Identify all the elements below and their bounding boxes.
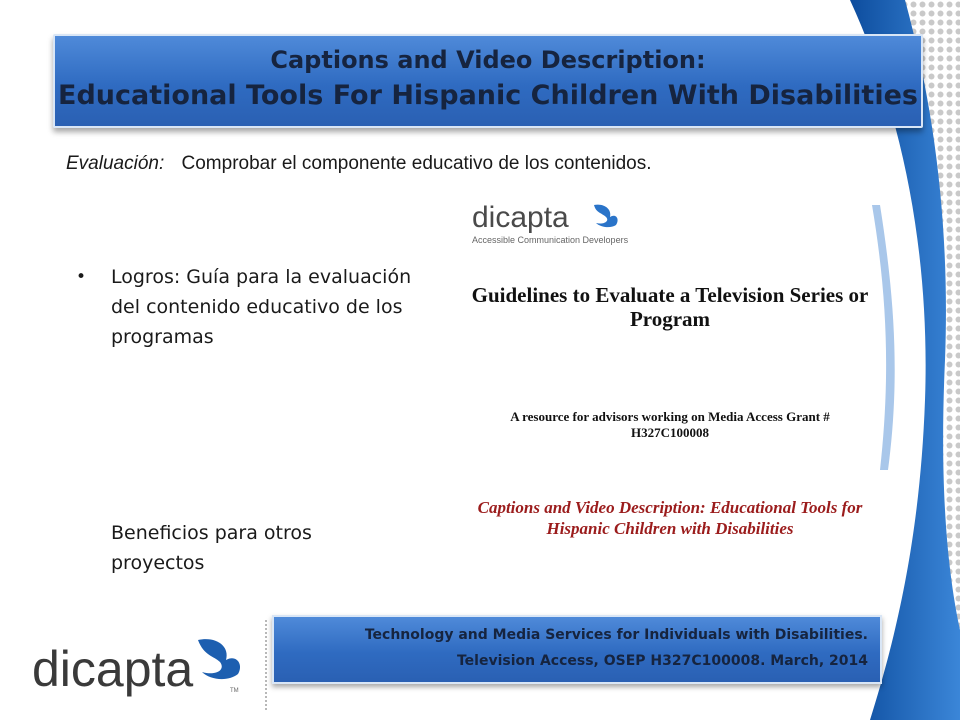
benefits-text: Beneficios para otros proyectos xyxy=(111,522,312,574)
title-line-2: Educational Tools For Hispanic Children With Disabilities xyxy=(58,80,918,111)
swoosh-icon-large xyxy=(198,639,240,679)
title-banner xyxy=(53,34,923,128)
document-subtitle: Captions and Video Description: Educational Tools for Hispanic Children with Disabilities xyxy=(477,498,863,538)
bullet-text: Logros: Guía para la evaluación del contenido educativo de los programas xyxy=(111,266,412,348)
logo-big-tm: TM xyxy=(230,688,239,694)
bullet-logros xyxy=(76,262,436,352)
logo-big-name: dicapta xyxy=(32,641,194,697)
footer-divider xyxy=(265,620,267,710)
logo-small-name: dicapta xyxy=(472,201,569,234)
evaluation-row xyxy=(66,153,652,175)
logo-small-tagline: Accessible Communication Developers xyxy=(472,235,629,245)
evaluation-label: Evaluación: xyxy=(66,153,165,174)
footer-line-1: Technology and Media Services for Individuals with Disabilities. xyxy=(364,627,868,643)
document-heading: Guidelines to Evaluate a Television Series or Program xyxy=(471,283,869,331)
bullet-dot-icon: • xyxy=(76,267,87,287)
evaluation-text: Comprobar el componente educativo de los contenidos. xyxy=(181,153,652,174)
document-resource: A resource for advisors working on Media Access Grant # H327C100008 xyxy=(510,409,830,440)
swoosh-icon xyxy=(594,205,618,228)
title-line-1: Captions and Video Description: xyxy=(270,46,706,74)
dicapta-logo-small xyxy=(470,197,630,247)
dicapta-logo-large xyxy=(30,630,250,700)
footer-banner xyxy=(272,615,882,684)
footer-line-2: Television Access, OSEP H327C100008. March, 2014 xyxy=(456,653,868,669)
